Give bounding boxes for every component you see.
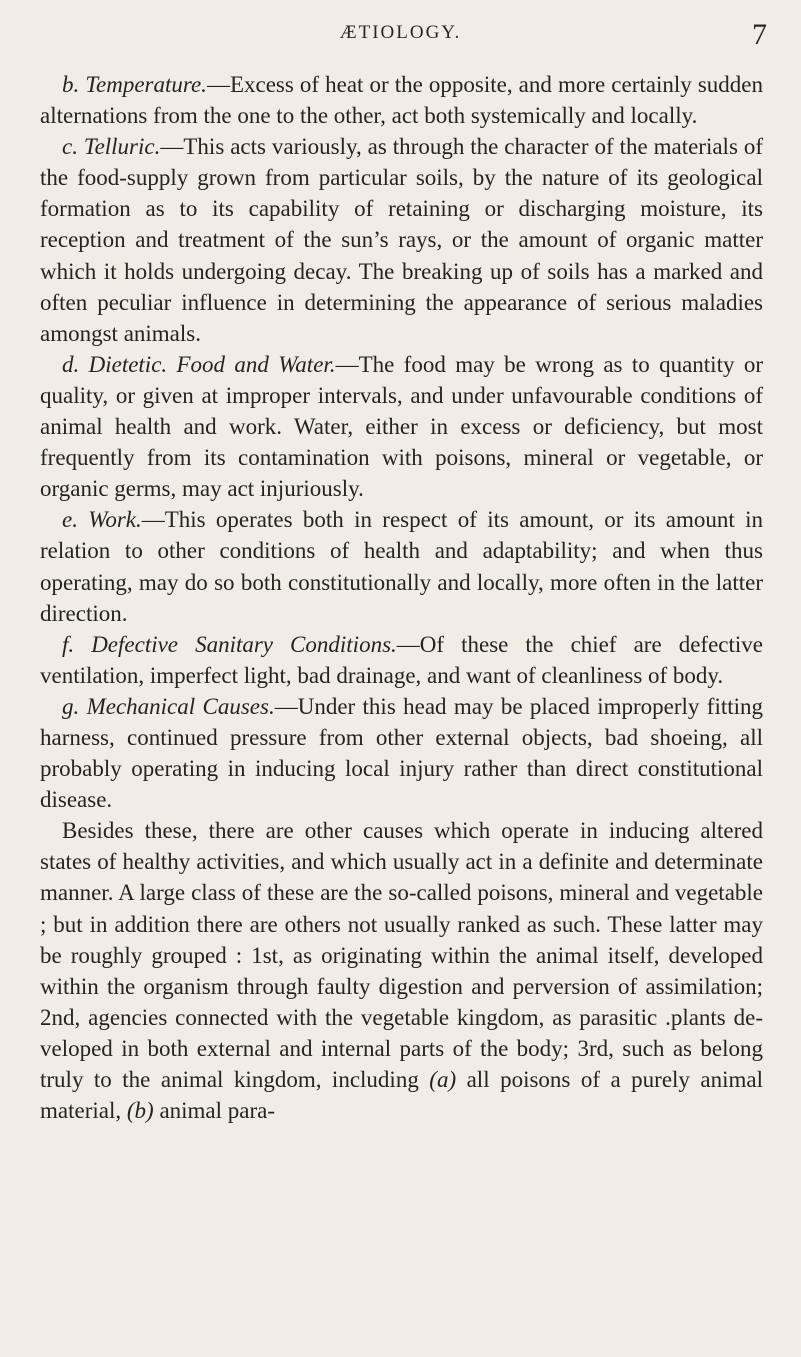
marker-a: (a) [429, 1067, 457, 1092]
paragraph-text: —This acts variously, as through the character of the materials of the food-supply grown from particular soils, by the nature of its geological formation as to its capability of retaining or discharging moisture, its reception and treatment of the sun’s rays, or the amount of organic matter which it holds undergoing decay. The breaking up of soils has a marked and often peculiar influence in determining the appearance of serious maladies amongst animals. [40, 134, 763, 346]
paragraph-temperature [40, 69, 763, 131]
paragraph-work [40, 504, 763, 628]
paragraph-label: f. Defective Sanitary Conditions. [62, 631, 397, 657]
closing-text-3: animal para- [153, 1098, 276, 1124]
marker-b: (b) [126, 1098, 154, 1124]
body-text [40, 69, 763, 1126]
paragraph-label: e. Work. [62, 507, 142, 533]
closing-text-2: all poisons of a purely animal material, [40, 1067, 763, 1124]
paragraph-label: c. Telluric. [62, 134, 161, 160]
paragraph-dietetic [40, 349, 763, 504]
paragraph-label: g. Mechanical Causes. [62, 693, 275, 719]
paragraph-text: —This operates both in respect of its amount, or its amount in relation to other conditions of health and adaptability; and when thus operating, may do so both constitutionally and locally, more often in the latter direction. [40, 507, 763, 626]
paragraph-text: —Under this head may be placed improperly fitting harness, continued pressure from other external objects, bad shoeing, all probably operating in inducing local injury rather than direct constitutional disease. [40, 693, 764, 813]
paragraph-closing [40, 815, 763, 1126]
paragraph-defective-sanitary [40, 629, 763, 691]
paragraph-text: —Excess of heat or the opposite, and more certainly sudden alternations from the one to the other, act both systemically and locally. [40, 72, 763, 129]
running-title: ÆTIOLOGY. [339, 22, 462, 43]
paragraph-telluric [40, 131, 763, 349]
page-number: 7 [752, 18, 767, 51]
paragraph-text: —Of these the chief are defective ventilation, imperfect light, bad drainage, and want of cleanliness of body. [40, 631, 763, 688]
paragraph-label: d. Dietetic. Food and Water. [62, 351, 336, 377]
closing-text-1: Besides these, there are other causes which operate in inducing altered states of healthy activities, and which usually act in a definite and determinate manner. A large class of these are the so-called poisons, mineral and vegetable ; but in addition there are others not usually ranked as such. These latter may be roughly grouped : 1st, as originating within the animal itself, developed within the organism through faulty digestion and perversion of assimilation; 2nd, agencies connected with the vegetable kingdom, as parasitic .plants developed in both external and internal parts of the body; 3rd, such as belong truly to the animal kingdom, including [40, 818, 763, 1092]
paragraph-label: b. Temperature. [62, 72, 207, 97]
paragraph-mechanical [40, 691, 763, 815]
paragraph-text: —The food may be wrong as to quantity or quality, or given at improper intervals, and under unfavourable conditions of animal health and work. Water, either in excess or deficiency, but most frequently from its contamination with poisons, mineral or vegetable, or organic germs, may act injuriously. [40, 351, 763, 502]
